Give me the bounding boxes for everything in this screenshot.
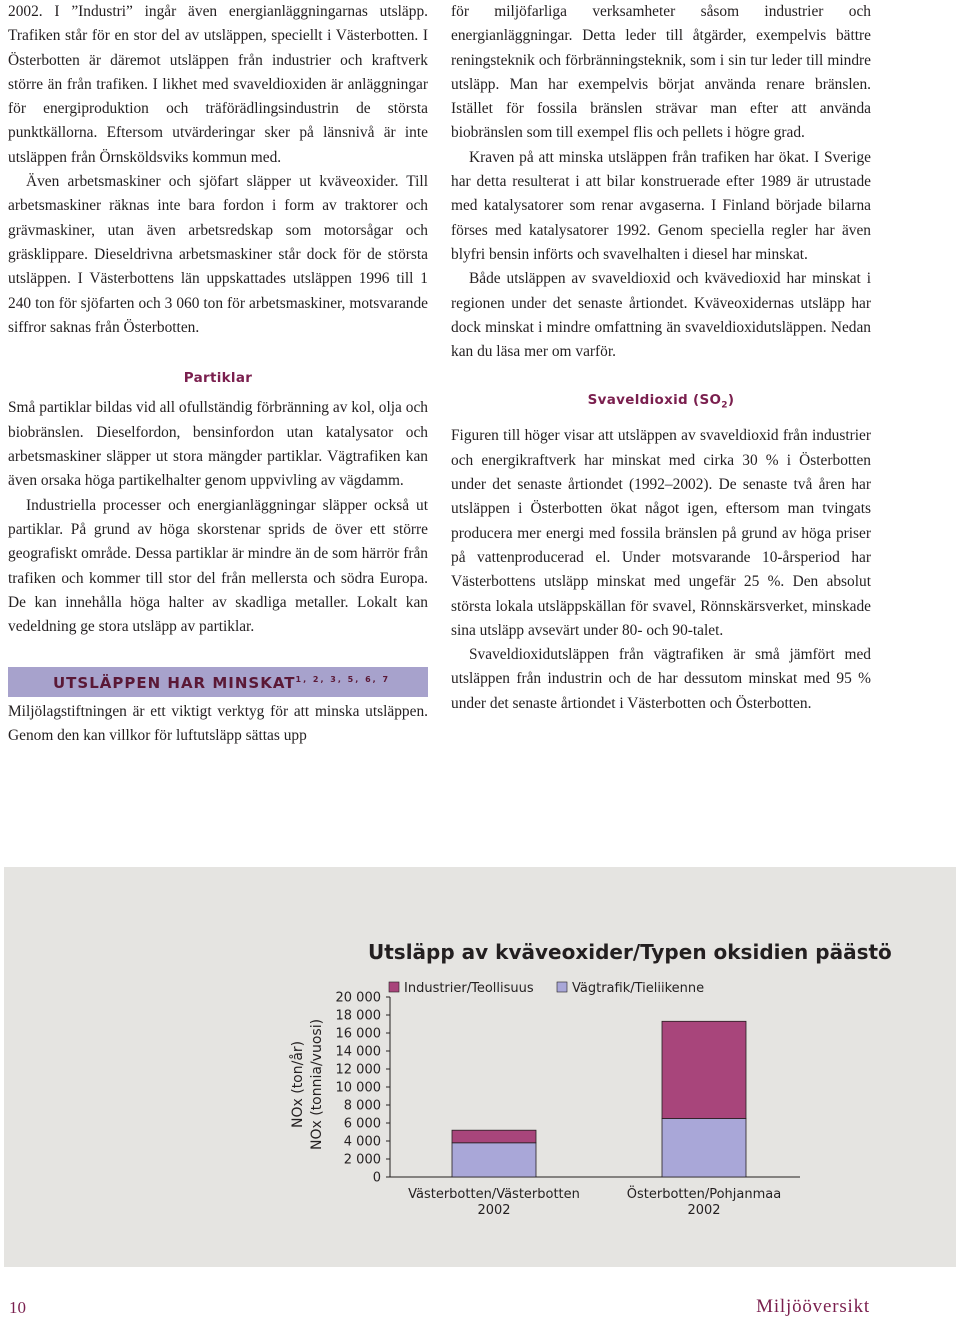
legend-label: Vägtrafik/Tieliikenne xyxy=(572,981,705,996)
right-paragraph-1: för miljöfarliga verksamheter såsom industrier och energianläggningar. Detta leder till åtgärder, exempelvis bättre reningsteknik och förbränningsteknik, som i sin tur leder till mindre utsläpp. Man har exempelvis börjat använda renare bränslen. Istället för fossila bränslen strävar man efter att använda biobränslen som till exempel flis och pellets i högre grad. xyxy=(451,3,871,142)
y-axis-label-sv: NOx (ton/år) xyxy=(290,1040,306,1128)
y-tick-label: 10 000 xyxy=(335,1080,381,1096)
bar-segment xyxy=(662,1021,746,1118)
left-paragraph-2: Även arbetsmaskiner och sjöfart släpper ut kväveoxider. Till arbetsmaskiner räknas inte bara fordon i form av traktorer och grävmaskiner, utan även arbetsredskap som motorsågar och gräsklippare. Dieseldrivna arbetsmaskiner står dock för de största utsläppen. I Västerbottens län uppskattades utsläppen 1996 till 1 240 ton för sjöfarten och 3 060 ton för arbetsmaskiner, motsvarande siffror saknas från Österbotten. xyxy=(8,173,428,336)
x-category-label: Västerbotten/Västerbotten xyxy=(408,1187,580,1202)
footer-brand: Miljööversikt xyxy=(756,1296,870,1317)
y-tick-label: 14 000 xyxy=(335,1044,381,1060)
y-tick-label: 0 xyxy=(372,1170,381,1186)
bar-segment xyxy=(452,1143,536,1177)
right-paragraph-4: Figuren till höger visar att utsläppen av svaveldioxid från industrier och energikraftverk har minskat med cirka 30 % i Österbotten under det senaste årtiondet (1992–2002). De senaste två åren har utsläppen i Österbotten ökat något igen, eftersom man tvingats producera mer energi med fossila bränslen på grund av höga priser på vattenproducerad el. Under motsvarande 10-årsperiod har Västerbottens utsläpp minskat med ungefär 25 %. Den absolut största lokala utsläppskällan för svavel, Rönnskärsverket, minskade sina utsläpp avsevärt under 80- och 90-talet. xyxy=(451,427,871,639)
y-tick-label: 8 000 xyxy=(343,1098,381,1114)
right-paragraph-2: Kraven på att minska utsläppen från trafiken har ökat. I Sverige har detta resulterat i att bilar konstruerade efter 1989 är utrustade med katalysatorer som renar avgaserna. I Finland började bilarna förses med katalysatorer 1992. Genom speciella regler har även blyfri bensin införts och svavelhalten i diesel har minskat. xyxy=(451,148,871,263)
left-paragraph-3: Små partiklar bildas vid all ofullständig förbränning av kol, olja och biobränslen. Dieselfordon, bensinfordon utan katalysator och arbetsmaskiner släpper ut stora mängder partiklar. Vägtrafiken kan även orsaka höga partikelhalter genom uppvivling av vägdamm. xyxy=(8,399,428,490)
heading-svavel-sub: 2 xyxy=(721,401,728,412)
right-paragraph-3: Både utsläppen av svaveldioxid och kvävedioxid har minskat i regionen under det senaste årtiondet. Kväveoxidernas utsläpp har dock minskat i mindre omfattning än svaveldioxidutsläppen. Nedan kan du läsa mer om varför. xyxy=(451,270,871,361)
y-tick-label: 18 000 xyxy=(335,1008,381,1024)
legend-swatch xyxy=(389,982,399,992)
y-tick-label: 2 000 xyxy=(343,1152,381,1168)
page-number: 10 xyxy=(9,1298,26,1317)
bar-segment xyxy=(452,1130,536,1143)
x-category-year: 2002 xyxy=(687,1203,721,1218)
right-paragraph-5: Svaveldioxidutsläppen från vägtrafiken är små jämfört med utsläppen från industrin och de har dessutom minskat med 95 % under det senaste årtiondet i Västerbotten och Österbotten. xyxy=(451,646,871,712)
y-tick-label: 4 000 xyxy=(343,1134,381,1150)
x-category-year: 2002 xyxy=(477,1203,511,1218)
left-paragraph-1: 2002. I ”Industri” ingår även energianläggningarnas utsläpp. Trafiken står för en stor del av utsläppen, speciellt i Västerbotten. I Österbotten är däremot utsläppen från industrier och kraftverk större än från trafiken. I likhet med svaveldioxiden är anläggningar för energiproduktion och träförädlingsindustrin de största punktkällorna. Eftersom utvärderingar sker på länsnivå är inte utsläppen från Örnsköldsviks kommun med. xyxy=(8,3,428,166)
heading-svavel-text: Svaveldioxid (SO xyxy=(587,392,722,409)
heading-partiklar: Partiklar xyxy=(183,370,253,387)
left-paragraph-5: Miljölagstiftningen är ett viktigt verktyg för att minska utsläppen. Genom den kan villkor för luftutsläpp sättas upp xyxy=(8,702,428,745)
bar-segment xyxy=(662,1119,746,1178)
heading-band-text: UTSLÄPPEN HAR MINSKAT xyxy=(53,674,296,693)
left-paragraph-4: Industriella processer och energianläggningar släpper också ut partiklar. På grund av höga skorstenar sprids de över ett större geografiskt område. Dessa partiklar är mindre än de som härrör från trafiken och kommer till stor del från mellersta och södra Europa. De kan innehålla höga halter av skadliga metaller. Lokalt kan vedeldning ge stora utsläpp av partiklar. xyxy=(8,496,428,636)
y-tick-label: 16 000 xyxy=(335,1026,381,1042)
legend-label: Industrier/Teollisuus xyxy=(404,981,534,996)
chart-title: Utsläpp av kväveoxider/Typen oksidien päästö xyxy=(368,940,892,964)
y-axis-label-fi: NOx (tonnia/vuosi) xyxy=(309,1018,325,1150)
legend-swatch xyxy=(557,982,567,992)
y-tick-label: 20 000 xyxy=(335,990,381,1006)
y-tick-label: 6 000 xyxy=(343,1116,381,1132)
heading-svavel-close: ) xyxy=(727,392,735,409)
heading-band-refs: 1, 2, 3, 5, 6, 7 xyxy=(295,675,391,685)
x-category-label: Österbotten/Pohjanmaa xyxy=(626,1187,782,1202)
y-tick-label: 12 000 xyxy=(335,1062,381,1078)
